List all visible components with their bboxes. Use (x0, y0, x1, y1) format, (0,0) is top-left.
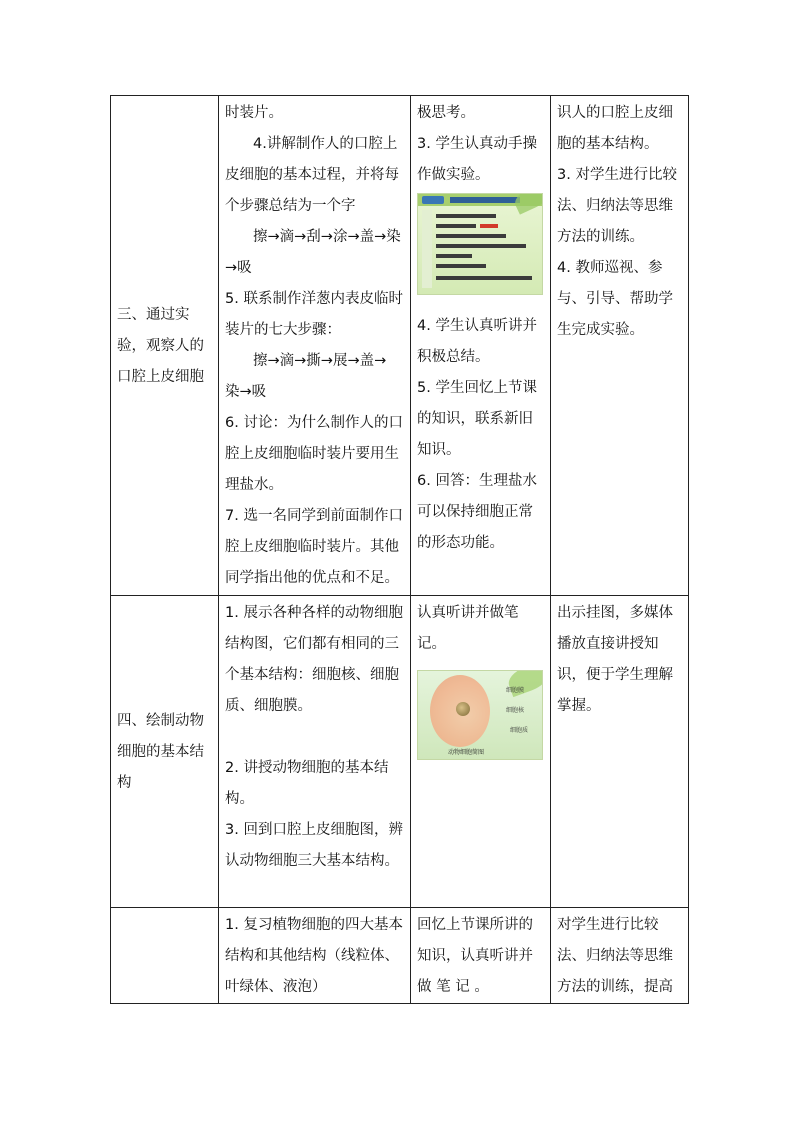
teacher-text: 7. 选一名同学到前面制作口腔上皮细胞临时装片。其他同学指出他的优点和不足。 (225, 508, 403, 586)
steps-sequence: 擦→滴→刮→涂→盖→染→吸 (225, 229, 401, 276)
stage-cell (111, 596, 219, 908)
intent-text: 对学生进行比较法、归纳法等思维方法的训练，提高 (557, 917, 673, 995)
teacher-text: 6. 讨论：为什么制作人的口腔上皮细胞临时装片要用生理盐水。 (225, 415, 403, 493)
cytoplasm-label: 细胞质 (510, 727, 529, 734)
lesson-plan-page (110, 95, 688, 1004)
cell-membrane-label: 细胞膜 (506, 687, 525, 694)
teacher-text: 3. 回到口腔上皮细胞图，辨认动物细胞三大基本结构。 (225, 822, 403, 869)
student-text: 极思考。 (417, 105, 475, 121)
steps-sequence: 擦→滴→撕→展→盖→ 染→吸 (225, 353, 387, 400)
teacher-activity-cell (219, 96, 411, 596)
teacher-text: 4.讲解制作人的口腔上皮细胞的基本过程，并将每个步骤总结为一个字 (225, 136, 399, 214)
intent-text: 4. 教师巡视、参与、引导、帮助学生完成实验。 (557, 260, 673, 338)
teacher-text: 时装片。 (225, 105, 283, 121)
student-text: 回忆上节课所讲的知识，认真听讲并 做 笔 记 。 (417, 917, 533, 995)
intent-text: 识人的口腔上皮细胞的基本结构。 (557, 105, 673, 152)
student-text: 6. 回答：生理盐水可以保持细胞正常的形态功能。 (417, 473, 537, 551)
table-row (111, 908, 689, 1004)
stage-title: 三、通过实验，观察人的口腔上皮细胞 (117, 307, 204, 385)
student-text: 5. 学生回忆上节课的知识，联系新旧知识。 (417, 380, 537, 458)
design-intent-cell (551, 96, 689, 596)
student-text: 3. 学生认真动手操作做实验。 (417, 136, 537, 183)
student-activity-cell (411, 96, 551, 596)
table-row (111, 96, 689, 596)
experiment-steps-slide-image (417, 193, 543, 295)
intent-text: 3. 对学生进行比较法、归纳法等思维方法的训练。 (557, 167, 677, 245)
stage-cell (111, 908, 219, 1004)
lesson-plan-table (110, 95, 689, 1004)
teacher-text: 2. 讲授动物细胞的基本结构。 (225, 760, 389, 807)
design-intent-cell (551, 596, 689, 908)
table-row (111, 596, 689, 908)
animal-cell-diagram-image (417, 670, 543, 760)
intent-text: 出示挂图，多媒体播放直接讲授知识，便于学生理解掌握。 (557, 605, 673, 714)
student-text: 4. 学生认真听讲并积极总结。 (417, 318, 537, 365)
cell-nucleus-label: 细胞核 (506, 707, 525, 714)
teacher-text: 5. 联系制作洋葱内表皮临时装片的七大步骤： (225, 291, 403, 338)
stage-cell (111, 96, 219, 596)
student-activity-cell (411, 908, 551, 1004)
student-text: 认真听讲并做笔记。 (417, 605, 519, 652)
teacher-activity-cell (219, 596, 411, 908)
teacher-activity-cell (219, 908, 411, 1004)
teacher-text: 1. 展示各种各样的动物细胞结构图，它们都有相同的三个基本结构：细胞核、细胞质、细胞膜。 (225, 605, 403, 714)
design-intent-cell (551, 908, 689, 1004)
stage-title: 四、绘制动物细胞的基本结构 (117, 713, 204, 791)
diagram-caption: 动物细胞简图 (448, 749, 485, 756)
student-activity-cell (411, 596, 551, 908)
teacher-text: 1. 复习植物细胞的四大基本结构和其他结构（线粒体、叶绿体、液泡） (225, 917, 403, 995)
